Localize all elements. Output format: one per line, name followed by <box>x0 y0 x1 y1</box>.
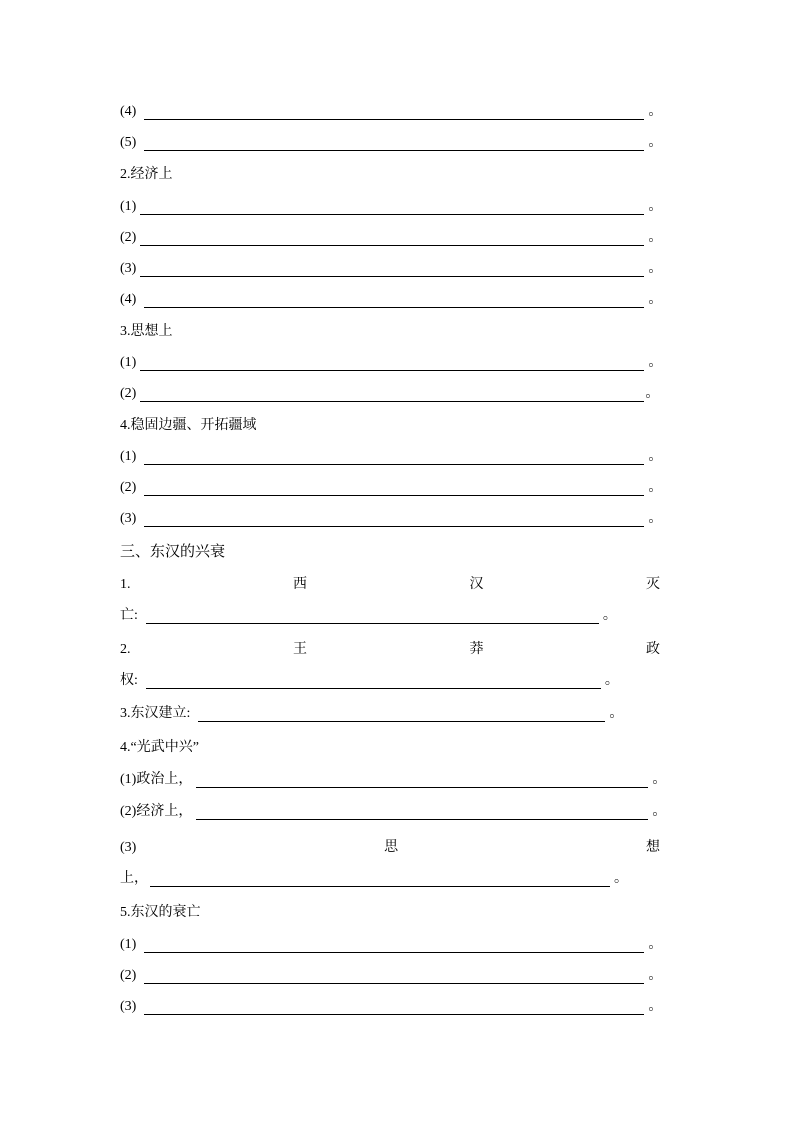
item-label: (3) <box>120 261 137 276</box>
answer-blank[interactable] <box>144 107 644 120</box>
answer-blank[interactable] <box>144 1002 644 1015</box>
period: 。 <box>602 608 617 623</box>
section-heading-thought: 3.思想上 <box>120 324 173 339</box>
period: 。 <box>645 386 660 401</box>
blank-line[interactable] <box>120 999 662 1015</box>
period: 。 <box>648 355 663 370</box>
item-label: (4) <box>120 104 137 119</box>
period: 。 <box>604 673 619 688</box>
period: 。 <box>648 199 663 214</box>
period: 。 <box>648 968 663 983</box>
answer-blank[interactable] <box>140 389 644 402</box>
period: 。 <box>648 937 663 952</box>
answer-blank[interactable] <box>144 483 644 496</box>
answer-blank[interactable] <box>144 295 644 308</box>
period: 。 <box>648 104 663 119</box>
question-number: 1. <box>120 577 131 592</box>
section-heading-border: 4.稳固边疆、开拓疆域 <box>120 418 257 433</box>
question-label: (1)政治上， <box>120 772 193 787</box>
answer-blank[interactable] <box>144 514 644 527</box>
blank-line[interactable] <box>120 386 659 402</box>
period: 。 <box>648 261 663 276</box>
question-text-char: 政 <box>646 642 660 657</box>
item-label: (4) <box>120 292 137 307</box>
item-label: (1) <box>120 449 137 464</box>
blank-line[interactable] <box>120 292 662 308</box>
question-text-char: 汉 <box>469 577 484 592</box>
question-heading: 5.东汉的衰亡 <box>120 905 201 920</box>
item-label: (1) <box>120 937 137 952</box>
blank-line[interactable] <box>120 706 623 722</box>
question-text-char: 莽 <box>469 642 484 657</box>
blank-line[interactable] <box>120 937 662 953</box>
blank-line[interactable] <box>120 261 662 277</box>
period: 。 <box>648 480 663 495</box>
question-heading: 4.“光武中兴” <box>120 740 199 755</box>
blank-line[interactable] <box>120 673 619 689</box>
question-4c-spread <box>120 840 660 856</box>
period: 。 <box>614 871 628 886</box>
item-label: (2) <box>120 480 137 495</box>
blank-line[interactable] <box>120 480 662 496</box>
question-text-char: 王 <box>293 642 307 657</box>
question-number: (3) <box>120 840 137 855</box>
question-text-char: 西 <box>293 577 307 592</box>
answer-blank[interactable] <box>146 676 601 689</box>
period: 。 <box>648 230 663 245</box>
answer-blank[interactable] <box>144 971 644 984</box>
answer-blank[interactable] <box>140 358 644 371</box>
period: 。 <box>648 511 663 526</box>
period: 。 <box>648 135 663 150</box>
question-text-char: 想 <box>645 840 660 855</box>
answer-blank[interactable] <box>140 202 644 215</box>
item-label: (2) <box>120 230 137 245</box>
blank-line[interactable] <box>120 355 662 371</box>
blank-line[interactable] <box>120 135 662 151</box>
blank-line[interactable] <box>120 449 662 465</box>
blank-line[interactable] <box>120 968 662 984</box>
answer-blank[interactable] <box>140 264 644 277</box>
period: 。 <box>648 292 663 307</box>
item-label: (2) <box>120 968 137 983</box>
answer-blank[interactable] <box>144 452 644 465</box>
blank-line[interactable] <box>120 104 662 120</box>
period: 。 <box>609 706 624 721</box>
item-label: (5) <box>120 135 137 150</box>
answer-blank[interactable] <box>196 775 648 788</box>
blank-line[interactable] <box>120 511 662 527</box>
question-label: (2)经济上， <box>120 804 193 819</box>
period: 。 <box>648 449 663 464</box>
question-label: 3.东汉建立: <box>120 706 191 721</box>
section-heading-eastern-han: 三、东汉的兴衰 <box>120 542 226 560</box>
answer-blank[interactable] <box>146 611 599 624</box>
period: 。 <box>648 999 663 1014</box>
question-text-cont: 权: <box>120 673 138 688</box>
question-number: 2. <box>120 642 131 657</box>
blank-line[interactable] <box>120 608 617 624</box>
answer-blank[interactable] <box>140 233 644 246</box>
blank-line[interactable] <box>120 871 628 887</box>
blank-line[interactable] <box>120 772 666 788</box>
item-label: (1) <box>120 199 137 214</box>
question-2-spread <box>120 642 660 658</box>
item-label: (2) <box>120 386 137 401</box>
question-1-spread <box>120 577 660 593</box>
period: 。 <box>652 772 667 787</box>
item-label: (3) <box>120 511 137 526</box>
section-heading-economy: 2.经济上 <box>120 167 173 182</box>
answer-blank[interactable] <box>196 807 648 820</box>
period: 。 <box>652 804 667 819</box>
answer-blank[interactable] <box>198 709 605 722</box>
blank-line[interactable] <box>120 230 662 246</box>
item-label: (3) <box>120 999 137 1014</box>
question-text-cont: 亡: <box>120 608 138 623</box>
answer-blank[interactable] <box>144 138 644 151</box>
blank-line[interactable] <box>120 199 662 215</box>
item-label: (1) <box>120 355 137 370</box>
question-text-cont: 上， <box>120 871 148 886</box>
question-text-char: 思 <box>384 840 399 855</box>
blank-line[interactable] <box>120 804 666 820</box>
question-text-char: 灭 <box>646 577 660 592</box>
answer-blank[interactable] <box>150 874 610 887</box>
answer-blank[interactable] <box>144 940 644 953</box>
